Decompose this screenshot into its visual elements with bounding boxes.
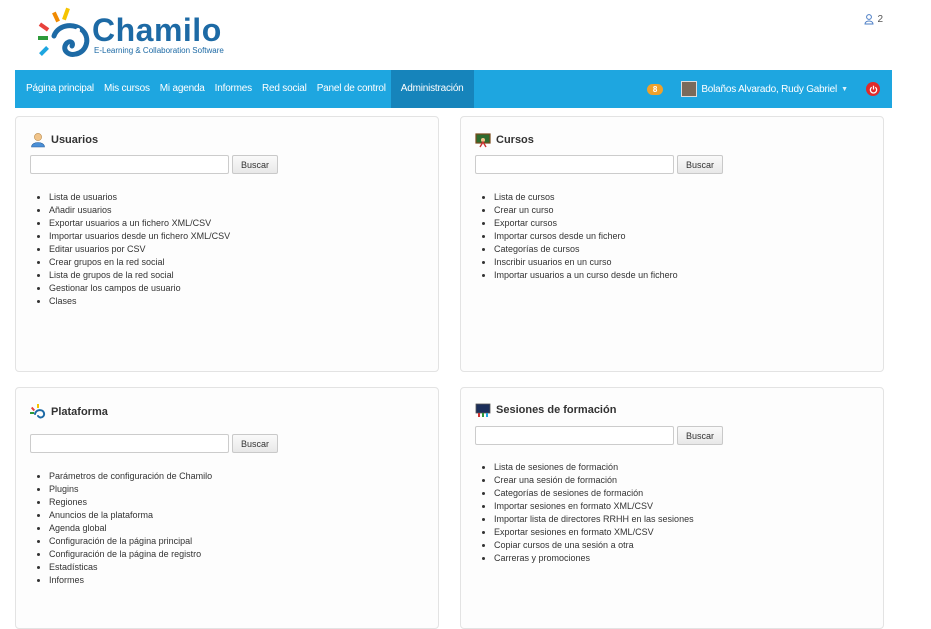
link-categorias-sesiones[interactable]: Categorías de sesiones de formación	[494, 488, 644, 498]
link-categorias-de-cursos[interactable]: Categorías de cursos	[494, 244, 580, 254]
platform-links	[30, 470, 212, 587]
chamilo-logo[interactable]	[36, 6, 236, 62]
user-icon	[30, 132, 46, 148]
courses-search	[475, 155, 723, 174]
list-item	[494, 526, 694, 539]
list-item	[49, 470, 212, 483]
nav-panel-de-control[interactable]: Panel de control	[316, 83, 386, 94]
link-exportar-sesiones[interactable]: Exportar sesiones en formato XML/CSV	[494, 527, 654, 537]
online-users[interactable]	[864, 14, 883, 25]
link-importar-sesiones[interactable]: Importar sesiones en formato XML/CSV	[494, 501, 654, 511]
link-regiones[interactable]: Regiones	[49, 497, 88, 507]
link-config-pagina-registro[interactable]: Configuración de la página de registro	[49, 549, 202, 559]
navbar-user-area	[647, 70, 892, 108]
link-clases[interactable]: Clases	[49, 296, 77, 306]
panel-title	[30, 404, 108, 420]
link-exportar-usuarios[interactable]: Exportar usuarios a un fichero XML/CSV	[49, 218, 212, 228]
list-item	[494, 513, 694, 526]
user-icon	[864, 14, 874, 25]
logo-text: Chamilo	[92, 12, 222, 48]
course-blackboard-icon	[475, 132, 491, 148]
list-item	[494, 230, 678, 243]
list-item	[49, 256, 230, 269]
courses-search-button[interactable]: Buscar	[677, 155, 723, 174]
platform-search	[30, 434, 278, 453]
power-icon	[869, 85, 878, 94]
link-plugins[interactable]: Plugins	[49, 484, 79, 494]
panel-title	[475, 132, 534, 148]
link-anadir-usuarios[interactable]: Añadir usuarios	[49, 205, 112, 215]
link-lista-de-usuarios[interactable]: Lista de usuarios	[49, 192, 118, 202]
nav-red-social[interactable]: Red social	[261, 83, 307, 94]
panel-title-text: Usuarios	[51, 134, 99, 146]
sessions-links	[475, 461, 694, 565]
main-menu	[15, 70, 474, 108]
link-importar-directores-rrhh[interactable]: Importar lista de directores RRHH en las sesiones	[494, 514, 694, 524]
list-item	[494, 552, 694, 565]
list-item	[494, 539, 694, 552]
panel-title	[30, 132, 98, 148]
session-icon	[475, 402, 491, 418]
link-crear-sesion[interactable]: Crear una sesión de formación	[494, 475, 618, 485]
panel-plataforma	[15, 387, 439, 629]
list-item	[49, 230, 230, 243]
users-search-button[interactable]: Buscar	[232, 155, 278, 174]
link-informes[interactable]: Informes	[49, 575, 85, 585]
list-item	[494, 191, 678, 204]
link-importar-cursos[interactable]: Importar cursos desde un fichero	[494, 231, 626, 241]
link-campos-de-usuario[interactable]: Gestionar los campos de usuario	[49, 283, 181, 293]
sessions-search-button[interactable]: Buscar	[677, 426, 723, 445]
panel-title-text: Cursos	[496, 134, 534, 146]
list-item	[49, 509, 212, 522]
panel-sesiones	[460, 387, 884, 629]
link-crear-grupos[interactable]: Crear grupos en la red social	[49, 257, 165, 267]
sessions-search	[475, 426, 723, 445]
platform-chameleon-icon	[30, 404, 46, 420]
list-item	[49, 295, 230, 308]
list-item	[49, 217, 230, 230]
users-search	[30, 155, 278, 174]
list-item	[49, 191, 230, 204]
panel-title	[475, 402, 616, 418]
list-item	[49, 269, 230, 282]
user-menu-name[interactable]: Bolaños Alvarado, Rudy Gabriel	[701, 83, 838, 95]
link-inscribir-usuarios[interactable]: Inscribir usuarios en un curso	[494, 257, 612, 267]
link-exportar-cursos[interactable]: Exportar cursos	[494, 218, 558, 228]
logo-tagline: E-Learning & Collaboration Software	[94, 46, 224, 55]
link-estadisticas[interactable]: Estadísticas	[49, 562, 98, 572]
list-item	[494, 243, 678, 256]
platform-search-button[interactable]: Buscar	[232, 434, 278, 453]
link-config-pagina-principal[interactable]: Configuración de la página principal	[49, 536, 193, 546]
panel-title-text: Sesiones de formación	[496, 404, 617, 416]
logout-power-icon[interactable]	[866, 82, 880, 96]
courses-links	[475, 191, 678, 282]
link-crear-un-curso[interactable]: Crear un curso	[494, 205, 554, 215]
nav-pagina-principal[interactable]: Página principal	[26, 83, 94, 94]
list-item	[49, 548, 212, 561]
list-item	[49, 483, 212, 496]
link-importar-usuarios-curso[interactable]: Importar usuarios a un curso desde un fichero	[494, 270, 678, 280]
list-item	[49, 243, 230, 256]
users-search-input[interactable]	[30, 155, 229, 174]
panel-usuarios	[15, 116, 439, 372]
link-agenda-global[interactable]: Agenda global	[49, 523, 107, 533]
courses-search-input[interactable]	[475, 155, 674, 174]
chevron-down-icon[interactable]: ▼	[841, 85, 848, 93]
panel-title-text: Plataforma	[51, 406, 108, 418]
list-item	[49, 496, 212, 509]
list-item	[494, 217, 678, 230]
sessions-search-input[interactable]	[475, 426, 674, 445]
list-item	[49, 282, 230, 295]
link-copiar-cursos[interactable]: Copiar cursos de una sesión a otra	[494, 540, 634, 550]
list-item	[49, 522, 212, 535]
notifications-badge[interactable]: 8	[647, 84, 663, 95]
link-lista-de-cursos[interactable]: Lista de cursos	[494, 192, 555, 202]
nav-administracion[interactable]: Administración	[391, 70, 474, 108]
avatar[interactable]	[681, 81, 697, 97]
list-item	[49, 561, 212, 574]
list-item	[494, 256, 678, 269]
nav-informes[interactable]: Informes	[214, 83, 252, 94]
list-item	[494, 204, 678, 217]
list-item	[49, 204, 230, 217]
link-lista-de-grupos[interactable]: Lista de grupos de la red social	[49, 270, 174, 280]
list-item	[494, 500, 694, 513]
nav-mi-agenda[interactable]: Mi agenda	[159, 83, 205, 94]
link-carreras-promociones[interactable]: Carreras y promociones	[494, 553, 591, 563]
link-editar-usuarios-csv[interactable]: Editar usuarios por CSV	[49, 244, 146, 254]
list-item	[49, 535, 212, 548]
users-links	[30, 191, 230, 308]
list-item	[49, 574, 212, 587]
link-parametros-configuracion[interactable]: Parámetros de configuración de Chamilo	[49, 471, 213, 481]
main-navbar	[15, 70, 892, 108]
list-item	[494, 474, 694, 487]
platform-search-input[interactable]	[30, 434, 229, 453]
list-item	[494, 461, 694, 474]
link-lista-de-sesiones[interactable]: Lista de sesiones de formación	[494, 462, 619, 472]
nav-mis-cursos[interactable]: Mis cursos	[103, 83, 150, 94]
online-count: 2	[877, 14, 883, 25]
panel-cursos	[460, 116, 884, 372]
list-item	[494, 487, 694, 500]
list-item	[494, 269, 678, 282]
link-anuncios[interactable]: Anuncios de la plataforma	[49, 510, 154, 520]
link-importar-usuarios[interactable]: Importar usuarios desde un fichero XML/CSV	[49, 231, 231, 241]
chameleon-logo-icon	[36, 6, 92, 62]
